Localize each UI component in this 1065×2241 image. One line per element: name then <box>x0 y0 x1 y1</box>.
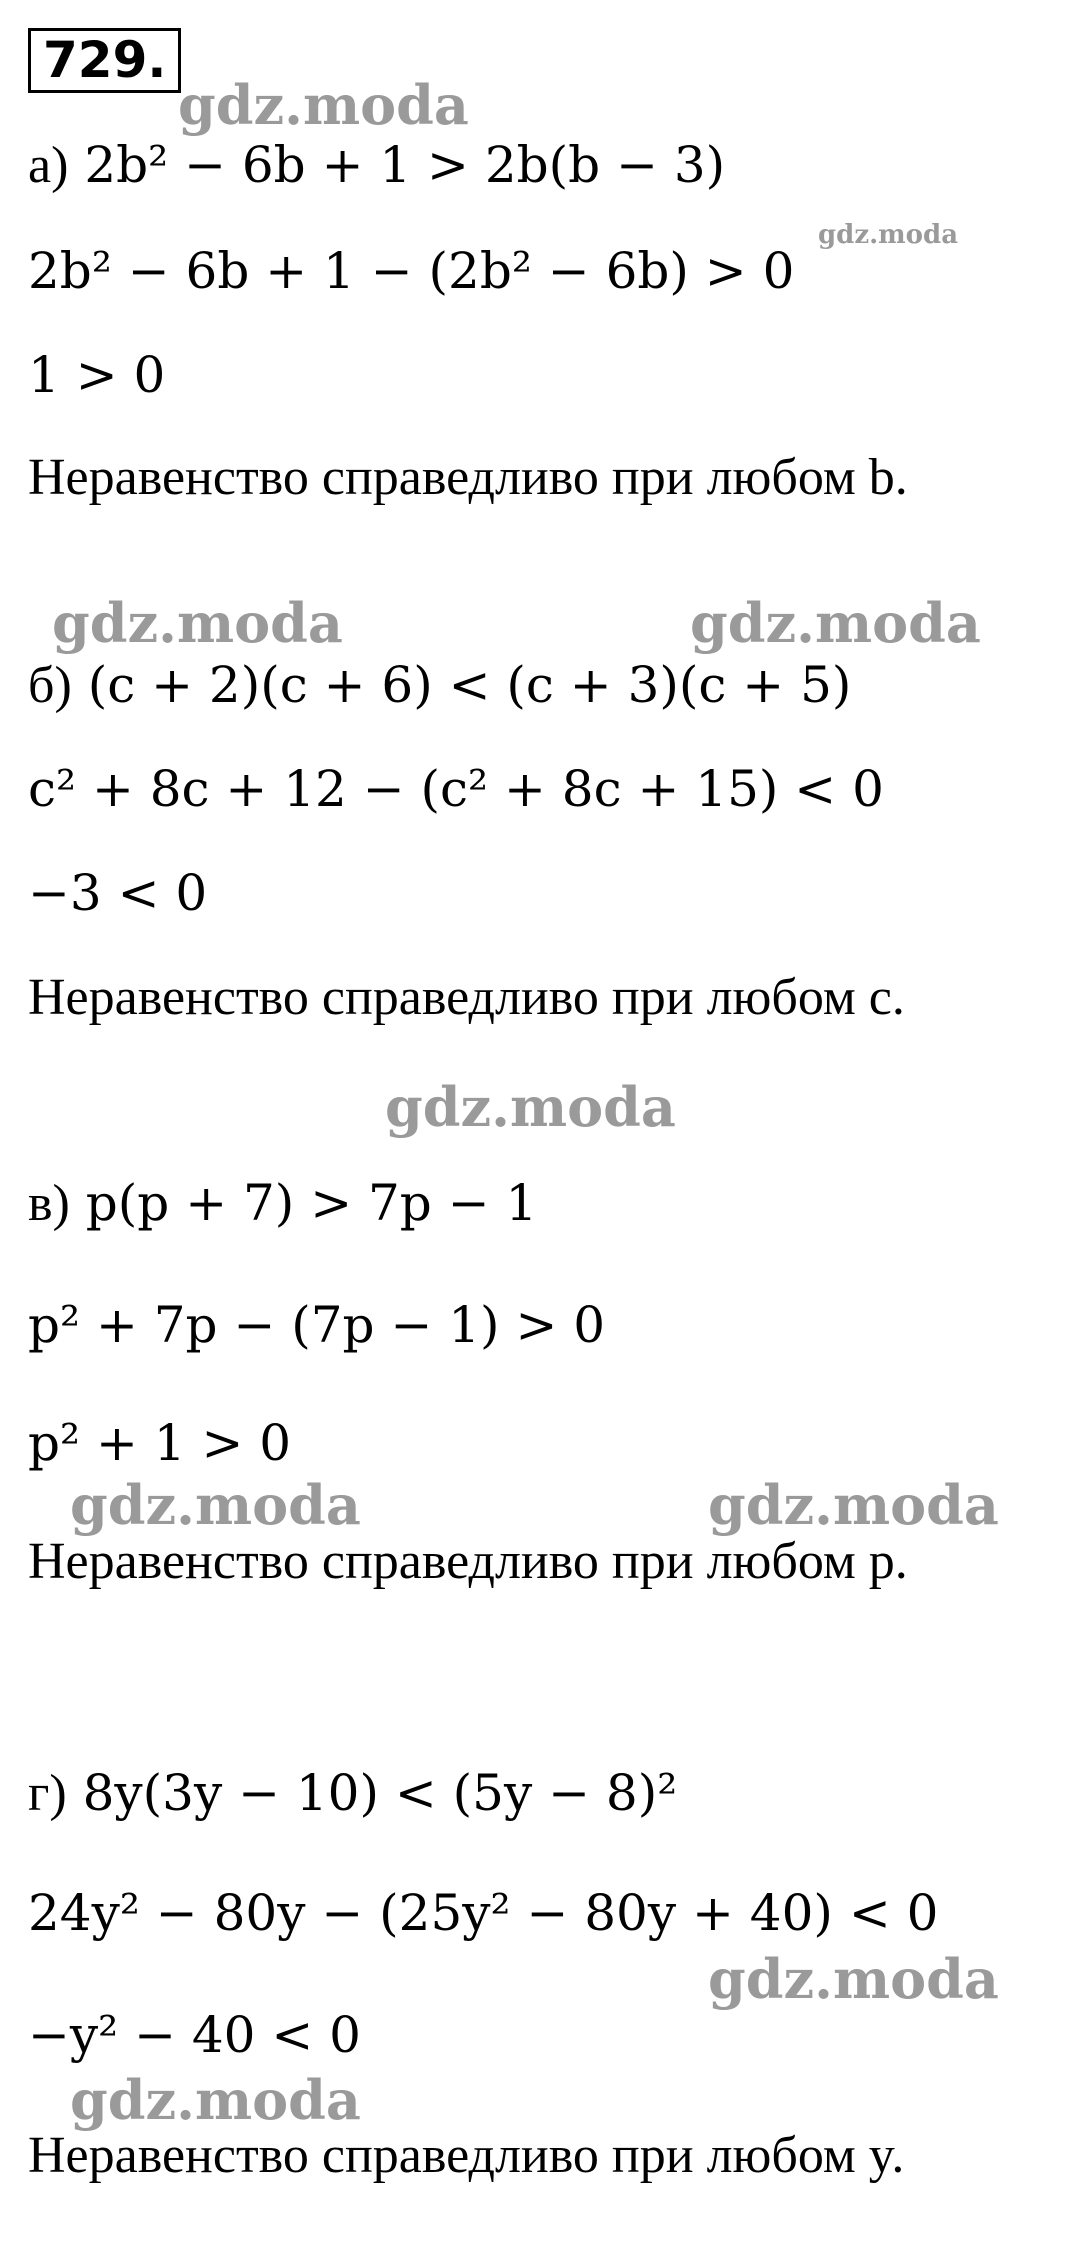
watermark: gdz.moda <box>70 1473 361 1537</box>
part-label: г) <box>28 1765 67 1822</box>
watermark: gdz.moda <box>708 1947 999 2011</box>
watermark: gdz.moda <box>818 220 959 250</box>
part-b-line1 <box>28 656 852 714</box>
math-step: p² + 7p − (7p − 1) > 0 <box>28 1296 606 1354</box>
math-step: 24y² − 80y − (25y² − 80y + 40) < 0 <box>28 1884 939 1942</box>
part-label: а) <box>28 137 69 194</box>
math-step: (c + 2)(c + 6) < (c + 3)(c + 5) <box>87 656 852 714</box>
conclusion-text: Неравенство справедливо при любом y. <box>28 2127 905 2184</box>
part-a-line1 <box>28 136 726 194</box>
watermark: gdz.moda <box>708 1473 999 1537</box>
conclusion-text: Неравенство справедливо при любом p. <box>28 1533 908 1590</box>
math-step: 2b² − 6b + 1 > 2b(b − 3) <box>84 136 726 194</box>
watermark: gdz.moda <box>52 591 343 655</box>
math-step: c² + 8c + 12 − (c² + 8c + 15) < 0 <box>28 760 884 818</box>
part-g-line1 <box>28 1764 678 1822</box>
part-v-line1 <box>28 1174 538 1232</box>
math-step: 2b² − 6b + 1 − (2b² − 6b) > 0 <box>28 242 795 300</box>
conclusion-text: Неравенство справедливо при любом c. <box>28 969 905 1026</box>
math-step: −y² − 40 < 0 <box>28 2006 361 2064</box>
part-label: в) <box>28 1175 70 1232</box>
part-label: б) <box>28 657 72 714</box>
watermark: gdz.moda <box>70 2068 361 2132</box>
watermark: gdz.moda <box>690 591 981 655</box>
watermark: gdz.moda <box>385 1075 676 1139</box>
math-step: p² + 1 > 0 <box>28 1414 292 1472</box>
math-step: 1 > 0 <box>28 346 166 404</box>
conclusion-text: Неравенство справедливо при любом b. <box>28 449 908 506</box>
math-step: −3 < 0 <box>28 864 208 922</box>
problem-number: 729. <box>28 28 181 93</box>
math-step: p(p + 7) > 7p − 1 <box>85 1174 538 1232</box>
math-step: 8y(3y − 10) < (5y − 8)² <box>82 1764 678 1822</box>
watermark: gdz.moda <box>178 73 469 137</box>
